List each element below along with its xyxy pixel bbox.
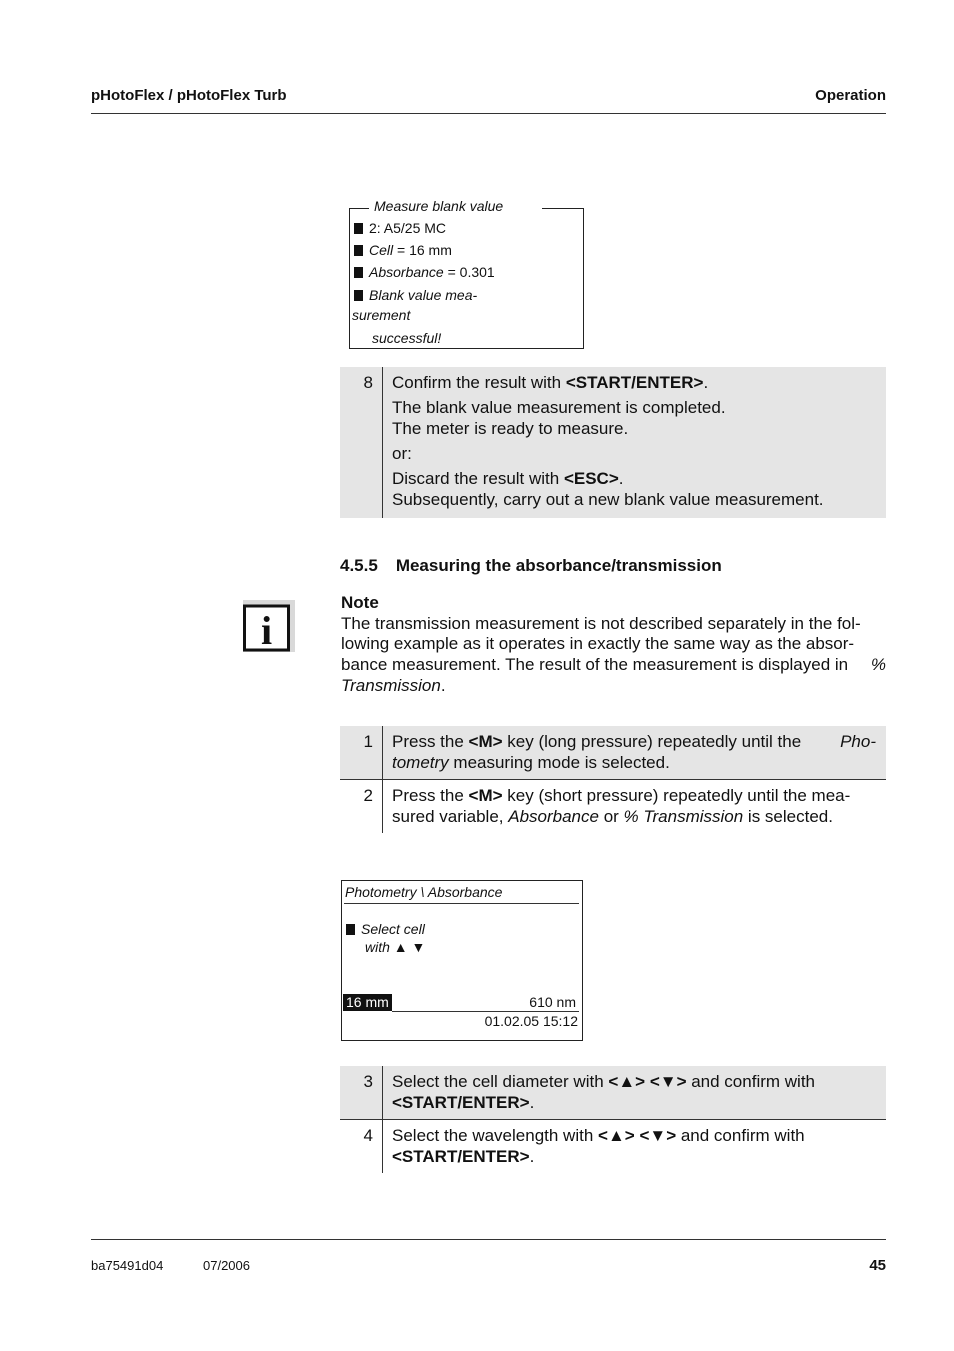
- screen-top-border-right: [542, 208, 584, 209]
- screen-top-border-left: [349, 208, 369, 209]
- step-text: Select the wavelength with <▲> <▼> and confirm with <START/ENTER>.: [392, 1126, 805, 1166]
- screen-line-method: 2: A5/25 MC: [354, 220, 446, 236]
- note-line-3: bance measurement. The result of the measurement is displayed in %: [341, 655, 886, 675]
- header-rule: [91, 113, 886, 114]
- bullet-icon: [354, 245, 363, 256]
- step-row-3: [340, 1066, 886, 1119]
- step-row-8: [340, 367, 886, 518]
- section-heading: 4.5.5 Measuring the absorbance/transmission: [340, 556, 722, 575]
- step-table-8: [340, 367, 886, 518]
- page-number: 45: [869, 1257, 886, 1274]
- info-icon: [243, 600, 295, 652]
- screen-line-message-2: surement: [352, 307, 411, 323]
- screen-line-absorbance: Absorbance = 0.301: [354, 264, 495, 280]
- bullet-icon: [354, 223, 363, 234]
- step-text: Select the cell diameter with <▲> <▼> and confirm with <START/ENTER>.: [392, 1072, 815, 1112]
- step-row-2: [340, 780, 886, 833]
- step-number: 8: [340, 367, 383, 518]
- step-text: Press the <M> key (long pressure) repeatedly until the Pho- tometry measuring mode is selected.: [392, 732, 876, 772]
- note-line-2: lowing example as it operates in exactly the same way as the absor-: [341, 634, 855, 654]
- screen-prompt: Select cell: [346, 921, 425, 937]
- step-number: 2: [340, 780, 383, 833]
- screen-title: Photometry \ Absorbance: [345, 884, 503, 900]
- note-line-4: Transmission.: [341, 675, 446, 695]
- note-block: [341, 593, 886, 697]
- screen-prompt-2: with ▲ ▼: [365, 939, 426, 955]
- bullet-icon: [354, 290, 363, 301]
- step-text: Press the <M> key (short pressure) repeatedly until the mea- sured variable, Absorbance or % Transmission is selected.: [392, 786, 851, 826]
- screen-line-cell: Cell = 16 mm: [354, 242, 452, 258]
- screen-status-rule: [392, 1011, 579, 1012]
- step-number: 3: [340, 1066, 383, 1119]
- step-table-3-4: [340, 1066, 886, 1173]
- step-row-1: [340, 726, 886, 779]
- step-number: 1: [340, 726, 383, 779]
- display-photometry-absorbance: [341, 880, 583, 1041]
- header-section: Operation: [815, 87, 886, 104]
- screen-title: Measure blank value: [374, 198, 504, 214]
- note-title: Note: [341, 593, 379, 612]
- note-line-1: The transmission measurement is not described separately in the fol-: [341, 613, 861, 633]
- footer-rule: [91, 1239, 886, 1240]
- step-row-4: [340, 1120, 886, 1173]
- header-title: pHotoFlex / pHotoFlex Turb: [91, 87, 287, 104]
- display-measure-blank: [349, 198, 584, 349]
- footer-doc-id: ba75491d04: [91, 1258, 164, 1273]
- footer-date: 07/2006: [203, 1258, 250, 1273]
- arrow-up-down-icon: ▲ ▼: [393, 939, 426, 955]
- bullet-icon: [354, 267, 363, 278]
- screen-line-message-3: successful!: [372, 330, 442, 346]
- wavelength-value: 610 nm: [529, 994, 576, 1010]
- step-text: Confirm the result with <START/ENTER>. The blank value measurement is completed. The meter is ready to measure. or: Discard the result with <ESC>. Subsequently, carry out a new blank value measurement.: [392, 373, 824, 509]
- cell-value-highlight: 16 mm: [343, 994, 392, 1011]
- bullet-icon: [346, 924, 355, 935]
- svg-text:i: i: [260, 608, 273, 652]
- screen-line-message: Blank value mea-: [354, 287, 477, 303]
- step-table-1-2: [340, 726, 886, 833]
- screen-title-rule: [344, 903, 579, 904]
- datetime-value: 01.02.05 15:12: [484, 1013, 578, 1029]
- step-number: 4: [340, 1120, 383, 1173]
